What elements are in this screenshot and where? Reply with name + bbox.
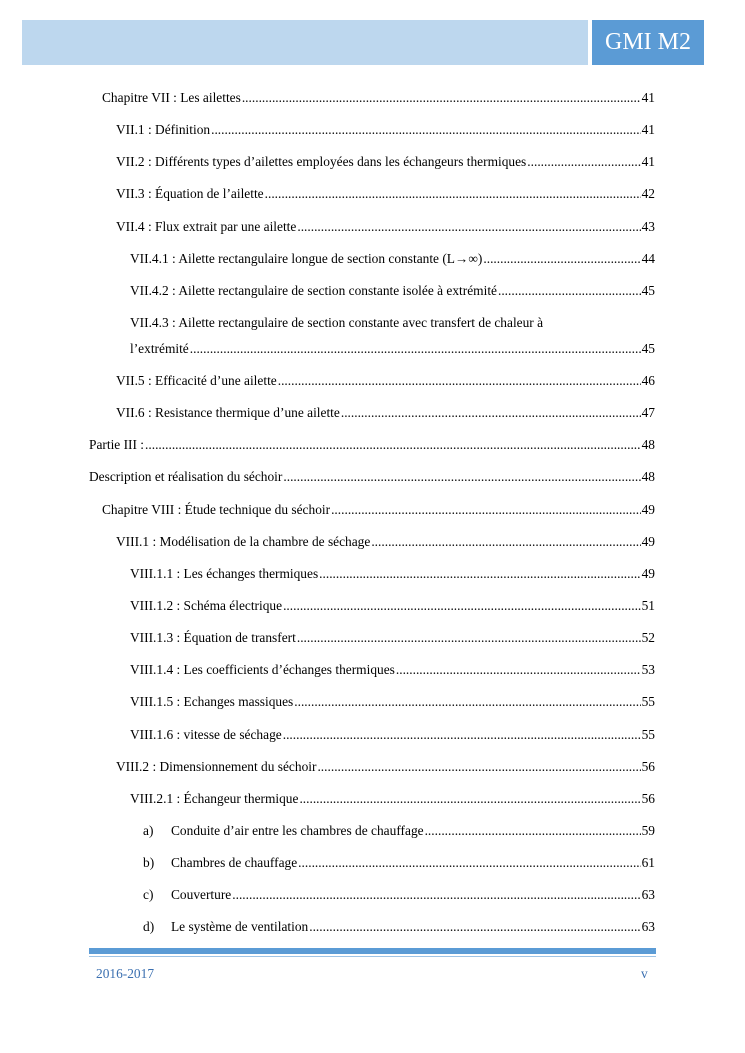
toc-entry-page: 52 [641,630,655,645]
toc-leader [317,758,640,776]
toc-entry-label: d) [143,919,155,934]
toc-entry-text: VII.4.2 : Ailette rectangulaire de section constante isolée à extrémité [130,283,497,298]
toc-entry-page: 45 [641,283,655,298]
toc-entry[interactable] [116,533,655,551]
toc-entry-label: c) [143,887,154,902]
toc-leader [232,886,640,904]
toc-leader [145,436,641,454]
toc-entry-page: 43 [641,219,655,234]
toc-entry-text: VII.5 : Efficacité d’une ailette [116,373,277,388]
toc-entry-page: 48 [641,469,655,484]
header-band [22,20,588,65]
toc-entry-text: VIII.2 : Dimensionnement du séchoir [116,759,317,774]
toc-leader [265,185,641,203]
toc-entry-text: Description et réalisation du séchoir [89,469,283,484]
toc-entry-text: VII.6 : Resistance thermique d’une ailette [116,405,340,420]
toc-entry[interactable] [116,372,655,390]
toc-leader [341,404,641,422]
toc-entry-text: VIII.1.2 : Schéma électrique [130,598,283,613]
toc-entry-text: VIII.1 : Modélisation de la chambre de séchage [116,534,371,549]
toc-leader [425,822,641,840]
toc-entry-page: 56 [641,791,655,806]
toc-entry-page: 46 [641,373,655,388]
toc-entry-page: 49 [641,566,655,581]
toc-entry-label: b) [143,855,155,870]
toc-leader [297,218,640,236]
toc-entry-page: 42 [641,186,655,201]
toc-leader [299,790,640,808]
toc-entry[interactable] [116,404,655,422]
toc-leader [298,854,640,872]
toc-entry-text: VII.2 : Différents types d’ailettes employées dans les échangeurs thermiques [116,154,527,169]
toc-leader [278,372,641,390]
toc-entry[interactable] [89,436,655,454]
toc-leader [211,121,641,139]
toc-entry[interactable] [130,693,655,711]
toc-entry[interactable] [116,758,655,776]
toc-entry-text[interactable]: VII.4.3 : Ailette rectangulaire de section constante avec transfert de chaleur à [130,315,544,330]
toc-entry-page: 61 [641,855,655,870]
toc-entry-text: VIII.1.6 : vitesse de séchage [130,727,282,742]
toc-entry[interactable] [143,886,655,904]
toc-entry[interactable] [130,597,655,615]
toc-leader [527,153,640,171]
toc-entry-text: Conduite d’air entre les chambres de chauffage [171,823,424,838]
toc-entry[interactable] [130,282,655,300]
toc-entry-page: 41 [641,90,655,105]
toc-entry-text-continued: l’extrémité [130,341,189,356]
toc-leader [309,918,640,936]
toc-leader [294,693,640,711]
toc-entry[interactable] [130,790,655,808]
toc-entry-page: 49 [641,534,655,549]
toc-leader [283,726,641,744]
header-title: GMI M2 [592,20,704,65]
toc-entry[interactable] [102,501,655,519]
toc-entry-page: 48 [641,437,655,452]
toc-entry-text: VIII.1.1 : Les échanges thermiques [130,566,319,581]
toc-leader [331,501,641,519]
toc-entry-text: VII.4.1 : Ailette rectangulaire longue de section constante (L→∞) [130,251,483,266]
toc-entry[interactable] [116,218,655,236]
toc-entry-text: VIII.1.4 : Les coefficients d’échanges thermiques [130,662,395,677]
toc-entry-text: Couverture [171,887,232,902]
toc-entry[interactable] [130,565,655,583]
toc-entry-text: VII.4 : Flux extrait par une ailette [116,219,297,234]
toc-entry-label: a) [143,823,154,838]
toc-entry[interactable] [116,121,655,139]
toc-entry-page: 41 [641,154,655,169]
toc-leader [319,565,640,583]
toc-entry[interactable] [102,89,655,107]
footer-divider [89,956,656,957]
toc-leader [483,250,640,268]
toc-entry[interactable] [130,661,655,679]
toc-entry-page: 55 [641,694,655,709]
toc-leader [283,597,641,615]
toc-entry[interactable] [130,340,655,358]
toc-entry-page: 51 [641,598,655,613]
toc-leader [297,629,641,647]
toc-entry[interactable] [116,185,655,203]
toc-entry-text: Le système de ventilation [171,919,309,934]
toc-entry-page: 49 [641,502,655,517]
toc-entry-page: 59 [641,823,655,838]
toc-entry-page: 63 [641,919,655,934]
toc-entry-page: 45 [641,341,655,356]
toc-entry-text: VIII.1.3 : Équation de transfert [130,630,296,645]
footer-page-number: v [641,966,648,981]
footer-year: 2016-2017 [96,966,155,981]
toc-leader [498,282,641,300]
toc-entry-page: 47 [641,405,655,420]
toc-entry[interactable] [130,250,655,268]
toc-entry[interactable] [143,854,655,872]
toc-leader [371,533,640,551]
toc-entry[interactable] [130,629,655,647]
toc-entry-page: 53 [641,662,655,677]
toc-entry-page: 55 [641,727,655,742]
toc-entry-text: VIII.1.5 : Echanges massiques [130,694,294,709]
toc-entry[interactable] [130,726,655,744]
toc-entry[interactable] [89,468,655,486]
toc-entry-text: VII.1 : Définition [116,122,211,137]
toc-entry-text: VII.3 : Équation de l’ailette [116,186,264,201]
toc-leader [242,89,641,107]
toc-leader [396,661,641,679]
toc-leader [283,468,640,486]
toc-entry[interactable] [143,918,655,936]
toc-entry-text: Chapitre VIII : Étude technique du séchoir [102,502,331,517]
footer-rule [89,948,656,954]
toc-entry-text: VIII.2.1 : Échangeur thermique [130,791,299,806]
toc-entry[interactable] [116,153,655,171]
toc-entry-page: 44 [641,251,655,266]
toc-entry-text: Partie III : [89,437,145,452]
toc-entry-page: 41 [641,122,655,137]
toc-entry[interactable] [143,822,655,840]
toc-entry-page: 63 [641,887,655,902]
toc-entry-text: Chapitre VII : Les ailettes [102,90,241,105]
toc-entry-page: 56 [641,759,655,774]
toc-leader [190,340,641,358]
toc-entry-text: Chambres de chauffage [171,855,298,870]
